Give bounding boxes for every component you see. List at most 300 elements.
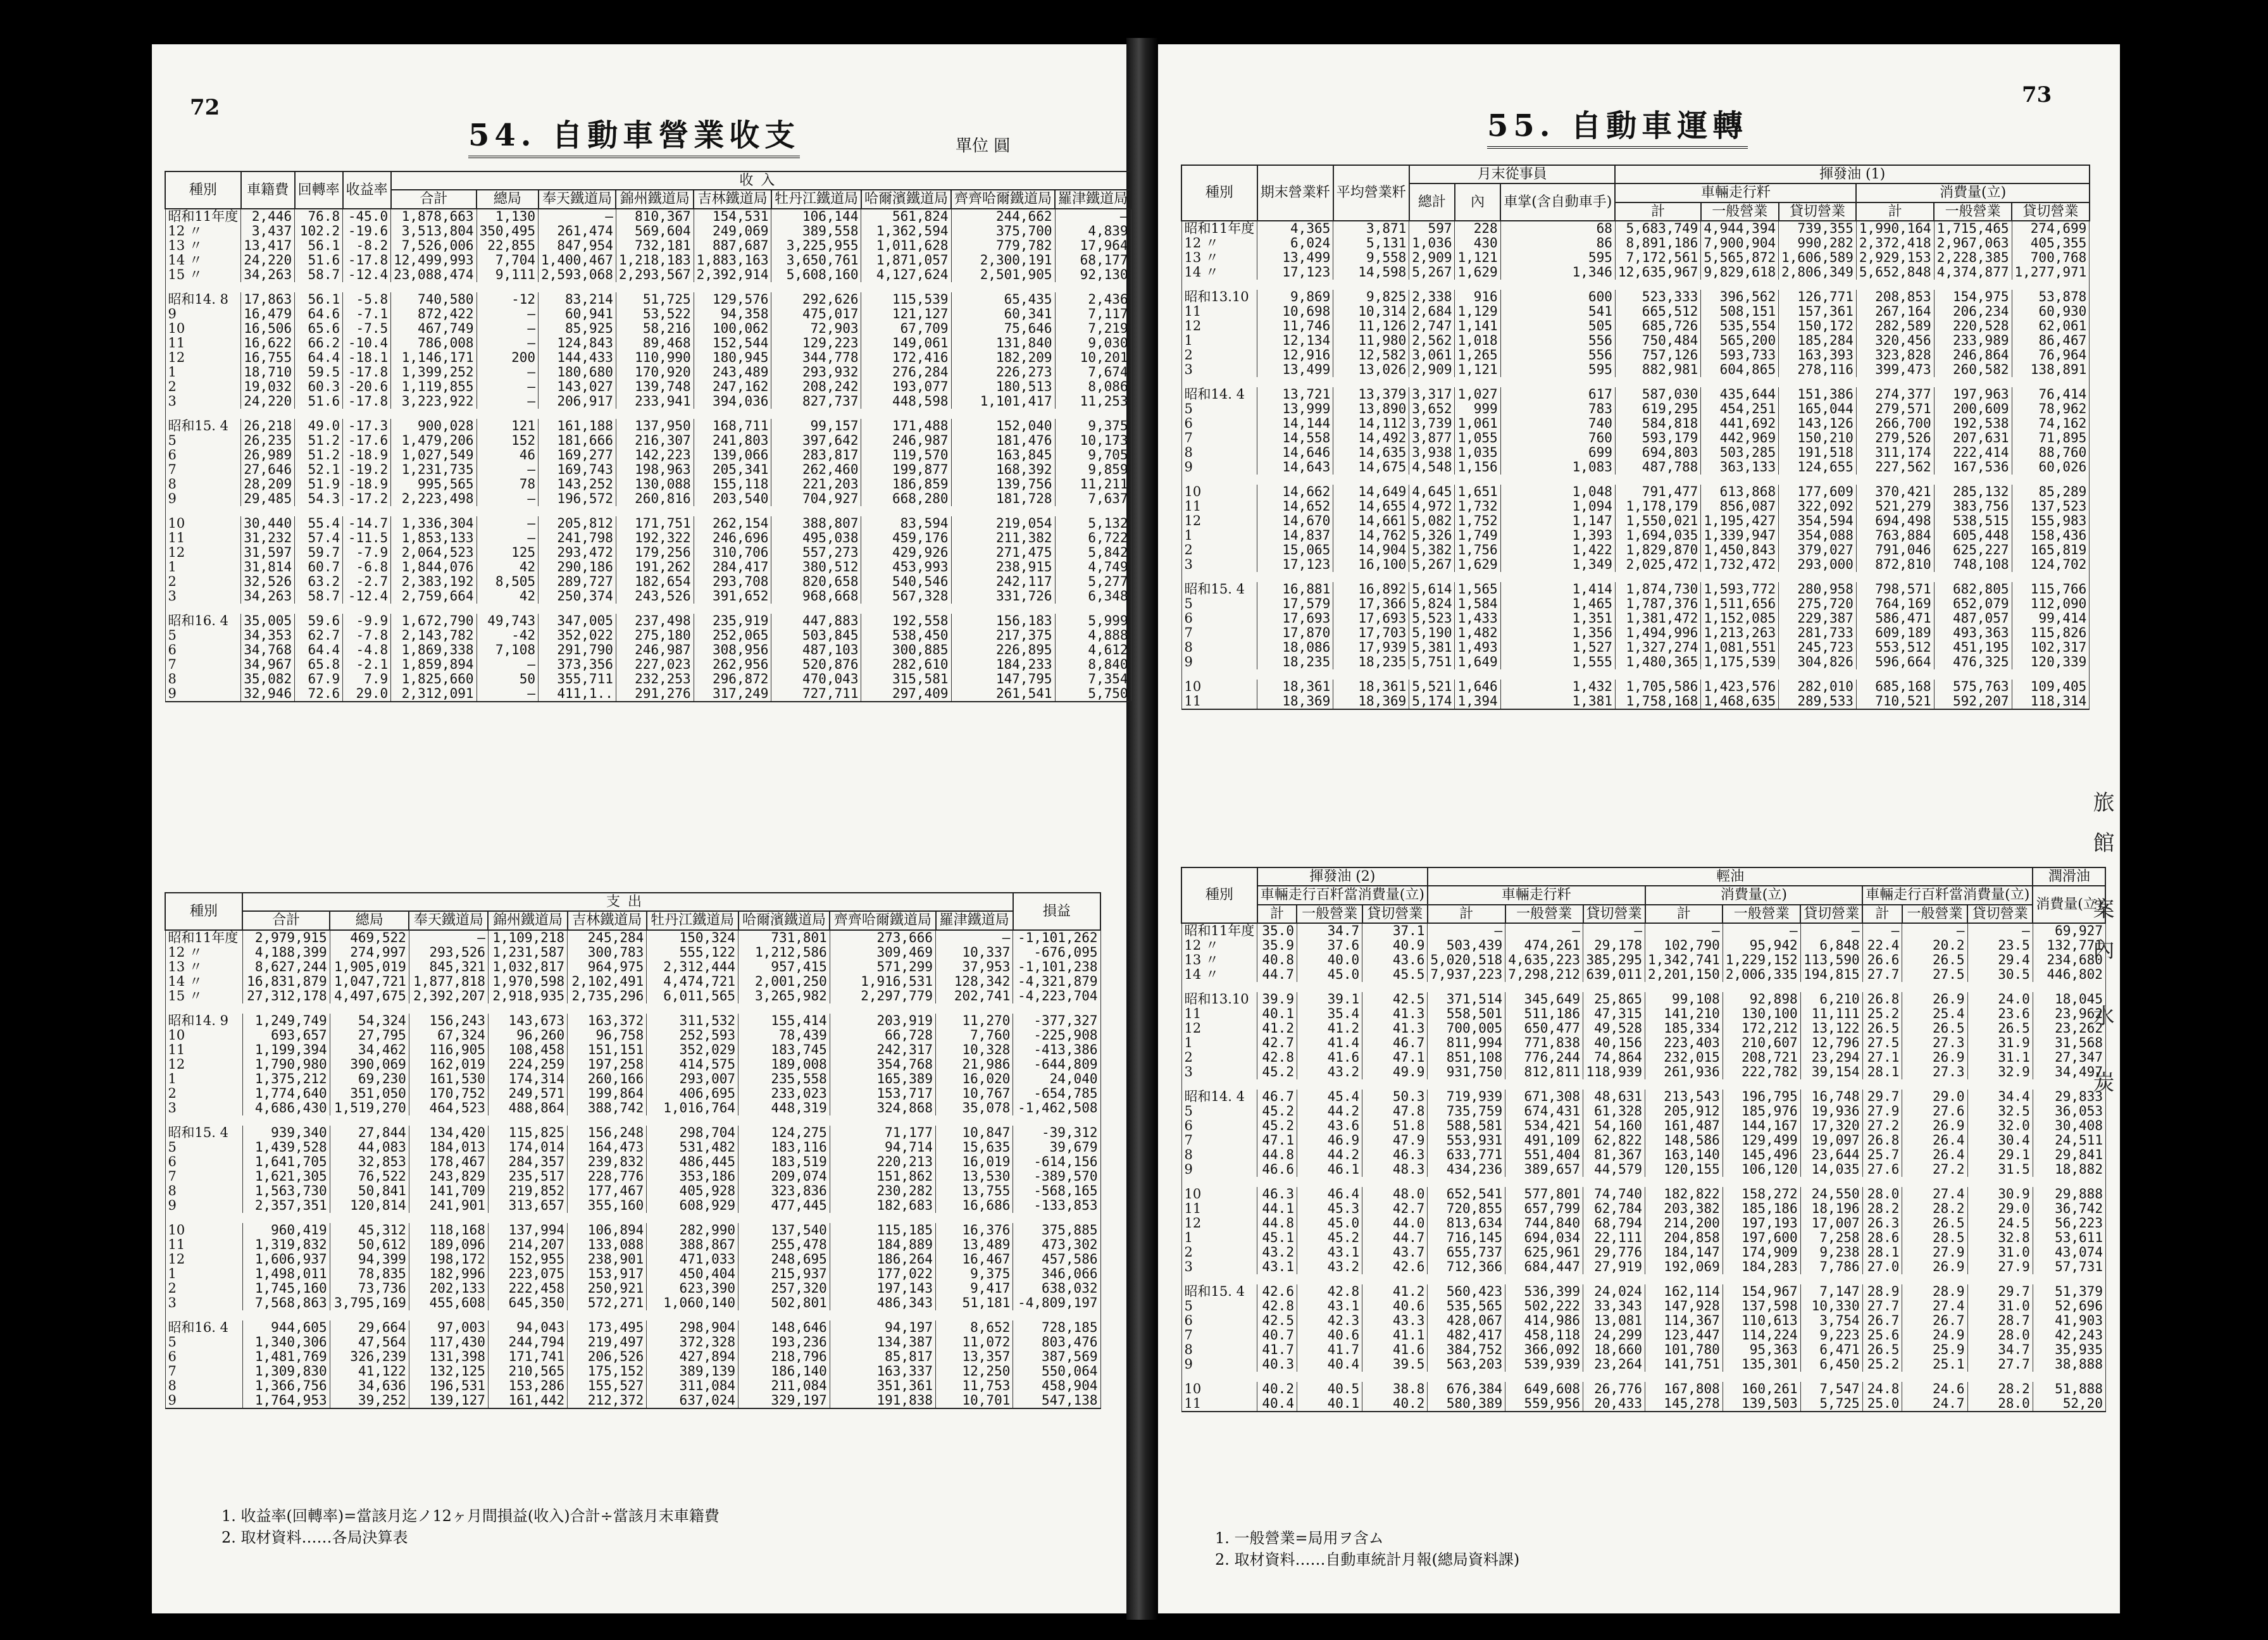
table-cell: 5,190 [1409,626,1455,640]
table-cell: 14,662 [1257,485,1333,499]
expense-table [165,892,1101,1409]
table-row [165,1140,1100,1155]
table-cell: 25.2 [1862,1007,1902,1021]
table-cell: 2,918,935 [488,989,567,1003]
table-row [165,1335,1100,1350]
table-cell: 26,776 [1583,1382,1645,1396]
table-cell: 203,382 [1645,1202,1723,1216]
table-cell: 633,771 [1428,1148,1505,1162]
table-cell: 48.3 [1362,1162,1428,1177]
table-cell: 684,447 [1505,1260,1583,1274]
table-cell: 6,848 [1800,938,1862,953]
table-cell: 29.7 [1862,1090,1902,1104]
col-header: 一般營業 [1723,905,1800,923]
row-label: 12 [1181,1021,1257,1036]
table-cell: 41.2 [1257,1021,1297,1036]
table-cell: 28.5 [1902,1231,1967,1245]
table-cell: 41.2 [1362,1284,1428,1299]
table-cell: 9,030 [1055,336,1131,351]
table-cell: 308,956 [694,643,771,657]
table-cell: 619,295 [1615,402,1700,416]
table-cell: 124,655 [1779,460,1857,475]
table-cell: 1,829,870 [1615,543,1700,557]
table-cell: 502,222 [1505,1299,1583,1314]
table-row [1181,1021,2105,1036]
table-cell: 1,011,628 [861,239,951,253]
table-cell: 1,327,274 [1615,640,1700,655]
table-cell: 147,928 [1645,1299,1723,1314]
table-cell: 414,575 [647,1057,738,1072]
table-cell: 191,838 [830,1393,935,1408]
row-label: 14 〃 [165,974,242,989]
col-header: 計 [1862,905,1902,923]
table-cell: 3,061 [1409,348,1455,363]
table-cell: 62,784 [1583,1202,1645,1216]
table-cell: 931,750 [1428,1065,1505,1079]
table-cell: 352,029 [647,1043,738,1057]
table-cell: 40.6 [1297,1328,1362,1343]
table-cell: 694,034 [1505,1231,1583,1245]
row-label: 7 [1181,1328,1257,1343]
table-cell: -676,095 [1013,945,1100,960]
table-cell: 459,176 [861,531,951,545]
table-row [165,545,1131,560]
table-cell: 145,496 [1723,1148,1800,1162]
table-cell: 289,533 [1779,694,1857,709]
table-cell: 1,877,818 [409,974,488,989]
table-cell: 291,790 [539,643,616,657]
table-cell: 14,649 [1333,485,1409,499]
col-header: 期末營業粁 [1257,165,1333,221]
table-cell: 34,967 [241,657,295,672]
table-cell: 447,883 [771,614,861,628]
table-cell: — [477,380,539,394]
table-cell: 24.6 [1902,1382,1967,1396]
table-cell: 5,132 [1055,516,1131,531]
table-cell: 40.1 [1297,1396,1362,1412]
table-cell: 233,989 [1934,333,2012,348]
table-cell: 18,086 [1257,640,1333,655]
row-label: 6 [165,1350,242,1364]
table-cell: 9,859 [1055,463,1131,477]
table-cell: 39.1 [1297,992,1362,1007]
table-cell: 237,498 [616,614,694,628]
row-label: 3 [1181,1065,1257,1079]
table-row [1181,1328,2105,1343]
table-cell: 813,634 [1428,1216,1505,1231]
row-label: 10 [165,321,241,336]
table-cell: 1,423,576 [1701,680,1779,694]
table-row [165,643,1131,657]
table-cell: 45.2 [1257,1065,1297,1079]
table-cell: -225,908 [1013,1028,1100,1043]
table-cell: 199,877 [861,463,951,477]
table-cell: 397,642 [771,433,861,448]
table-row [165,1072,1100,1086]
row-gap [1181,669,2090,680]
table-cell: 198,172 [409,1252,488,1267]
table-cell: 47.1 [1362,1050,1428,1065]
row-label: 昭和14. 9 [165,1014,242,1028]
table-cell: 19,032 [241,380,295,394]
table-cell: 7,219 [1055,321,1131,336]
table-cell: 351,050 [330,1086,409,1101]
table-cell: 9,238 [1800,1245,1862,1260]
table-cell: 205,812 [539,516,616,531]
table-cell: 1,745,160 [242,1281,330,1296]
table-cell: 102,790 [1645,938,1723,953]
table-cell: 293,708 [694,575,771,589]
table-cell: 197,193 [1723,1216,1800,1231]
table-cell: 49,743 [477,614,539,628]
table-cell: 27.9 [1862,1104,1902,1119]
table-cell: 1,752 [1455,514,1500,528]
table-cell: 298,704 [647,1126,738,1140]
table-cell: 1,990,164 [1856,221,1934,236]
section-title: 支出 [242,893,1013,911]
row-gap [1181,377,2090,387]
table-cell: -6.8 [343,560,391,575]
table-cell: -17.2 [343,492,391,506]
table-cell: 67,324 [409,1028,488,1043]
table-cell: 27.7 [1862,967,1902,982]
table-row [1181,416,2090,431]
table-cell: 385,295 [1583,953,1645,967]
table-cell: 1,400,467 [539,253,616,268]
table-cell: 92,898 [1723,992,1800,1007]
table-cell: 2,201,150 [1645,967,1723,982]
table-cell: 757,126 [1615,348,1700,363]
table-cell: 1,563,730 [242,1184,330,1198]
table-cell: 1,152,085 [1701,611,1779,626]
footnote: 2. 取材資料……各局決算表 [221,1528,408,1546]
table-cell: 1,606,589 [1779,251,1857,265]
table-cell: 1,249,749 [242,1014,330,1028]
table-cell: 2,293,567 [616,268,694,282]
table-cell: 4,645 [1409,485,1455,499]
table-cell: 719,939 [1428,1090,1505,1104]
table-cell: 162,114 [1645,1284,1723,1299]
table-cell: 323,836 [738,1184,830,1198]
table-cell: 27.2 [1902,1162,1967,1177]
table-cell: -17.8 [343,253,391,268]
table-cell: 2,006,335 [1723,967,1800,982]
col-header: 吉林鐵道局 [694,190,771,208]
table-cell: 1,393 [1500,528,1615,543]
row-label: 昭和15. 4 [165,1126,242,1140]
table-cell: 6,450 [1800,1357,1862,1372]
table-cell: 36,053 [2033,1104,2105,1119]
table-row [165,253,1131,268]
row-label: 昭和14. 8 [165,292,241,307]
table-cell: — [477,516,539,531]
table-cell: 174,014 [488,1140,567,1155]
table-cell: 1,481,769 [242,1350,330,1364]
table-cell: 45,312 [330,1223,409,1238]
group-header: 潤滑油 [2033,867,2105,886]
table-cell: 46.1 [1297,1162,1362,1177]
table-cell: 42.7 [1257,1036,1297,1050]
row-label: 11 [1181,499,1257,514]
table-cell: 18,369 [1257,694,1333,709]
row-label: 9 [165,1198,242,1213]
row-label: 12 〃 [1181,236,1257,251]
table-row [1181,1260,2105,1274]
table-cell: 19,936 [1800,1104,1862,1119]
table-cell: -4.8 [343,643,391,657]
table-cell: 59.7 [295,545,343,560]
table-cell: 284,417 [694,560,771,575]
table-cell: 243,829 [409,1169,488,1184]
table-cell: 13,026 [1333,363,1409,377]
table-cell: 580,389 [1428,1396,1505,1412]
row-label: 1 [165,365,241,380]
table-cell: 202,741 [936,989,1013,1003]
table-cell: 184,889 [830,1238,935,1252]
table-cell: 1,480,365 [1615,655,1700,669]
table-cell: 639,011 [1583,967,1645,982]
row-label: 6 [1181,611,1257,626]
table-cell: 29.0 [1967,1202,2033,1216]
table-cell: 42.8 [1257,1050,1297,1065]
row-label: 15 〃 [165,989,242,1003]
row-label: 昭和11年度 [1181,923,1257,938]
table-cell: 694,498 [1856,514,1934,528]
table-cell: 20,433 [1583,1396,1645,1412]
table-cell: 16,748 [1800,1090,1862,1104]
table-cell: 208,242 [771,380,861,394]
table-cell: 99,414 [2012,611,2090,626]
table-cell: 121,127 [861,307,951,321]
table-cell: 64.4 [295,351,343,365]
table-cell: 11,980 [1333,333,1409,348]
table-cell: 10,173 [1055,433,1131,448]
table-cell: 744,840 [1505,1216,1583,1231]
table-cell: 72,903 [771,321,861,336]
table-cell: 2,338 [1409,290,1455,304]
table-cell: 5,382 [1409,543,1455,557]
table-row [1181,265,2090,280]
row-label: 11 [1181,694,1257,709]
table-cell: 939,340 [242,1126,330,1140]
table-cell: 86 [1500,236,1615,251]
table-row [1181,582,2090,597]
table-cell: 511,186 [1505,1007,1583,1021]
table-cell: 26.5 [1902,1216,1967,1231]
table-cell: 354,768 [830,1057,935,1072]
col-header: 計 [1428,905,1505,923]
table-cell: 267,164 [1856,304,1934,319]
table-cell: 43.2 [1297,1065,1362,1079]
table-cell: 798,571 [1856,582,1934,597]
table-cell: 323,828 [1856,348,1934,363]
table-cell: 81,367 [1583,1148,1645,1162]
table-cell: 471,033 [647,1252,738,1267]
table-cell: 732,181 [616,239,694,253]
table-cell: 155,414 [738,1014,830,1028]
row-label: 9 [1181,1162,1257,1177]
table-row [1181,1382,2105,1396]
table-cell: 346,066 [1013,1267,1100,1281]
table-cell: 17,939 [1333,640,1409,655]
col-header: 一般營業 [1505,905,1583,923]
gap-cell [1181,1177,2105,1187]
table-cell: -17.3 [343,419,391,433]
table-cell: 872,422 [391,307,477,321]
table-cell: 3,317 [1409,387,1455,402]
table-cell: -12 [477,292,539,307]
table-cell: 248,695 [738,1252,830,1267]
table-row [1181,1036,2105,1050]
sub-header: 消費量(立) [1856,183,2089,202]
table-cell: 625,227 [1934,543,2012,557]
unit-label: 單位 圓 [956,137,1011,156]
table-cell: 25,865 [1583,992,1645,1007]
table-cell: 41,903 [2033,1314,2105,1328]
table-cell: 503,439 [1428,938,1505,953]
table-cell: 13,499 [1257,251,1333,265]
table-cell: 1,705,586 [1615,680,1700,694]
table-cell: 18,361 [1333,680,1409,694]
table-cell: 116,905 [409,1043,488,1057]
table-cell: 26.5 [1902,1021,1967,1036]
table-cell: 608,929 [647,1198,738,1213]
row-gap [165,604,1131,614]
row-gap [165,1213,1100,1223]
table-cell: 191,518 [1779,445,1857,460]
table-cell: 534,421 [1505,1119,1583,1133]
table-cell: 856,087 [1701,499,1779,514]
table-cell: 129,576 [694,292,771,307]
table-cell: 495,038 [771,531,861,545]
table-cell: 3,650,761 [771,253,861,268]
table-row [1181,923,2105,938]
table-cell: 60,341 [951,307,1055,321]
table-cell: 13,530 [936,1169,1013,1184]
table-cell: 222,414 [1934,445,2012,460]
table-cell: 623,390 [647,1281,738,1296]
table-row [1181,1133,2105,1148]
table-cell: 304,826 [1779,655,1857,669]
table-cell: 66.2 [295,336,343,351]
table-cell: 274,699 [2012,221,2090,236]
table-row [1181,1284,2105,1299]
table-cell: 14,598 [1333,265,1409,280]
table-cell: 4,944,394 [1701,221,1779,236]
col-header: 總計 [1409,183,1455,221]
table-cell: 731,801 [738,930,830,945]
table-cell: 24,550 [1800,1187,1862,1202]
table-cell: 22,111 [1583,1231,1645,1245]
table-cell: -4,321,879 [1013,974,1100,989]
table-cell: 189,008 [738,1057,830,1072]
table-cell: 4,749 [1055,560,1131,575]
row-label: 5 [1181,1104,1257,1119]
table-cell: — [1967,923,2033,938]
table-cell: 9,705 [1055,448,1131,463]
table-cell: 37,953 [936,960,1013,974]
table-cell: 32.9 [1967,1065,2033,1079]
table-row [165,1320,1100,1335]
table-cell: 366,092 [1505,1343,1583,1357]
table-cell: 5,131 [1333,236,1409,251]
table-cell: 142,223 [616,448,694,463]
table-cell: 17,579 [1257,597,1333,611]
row-label: 2 [165,1086,242,1101]
col-header: 牡丹江鐵道局 [647,911,738,929]
table-cell: 85,817 [830,1350,935,1364]
table-cell: 2,806,349 [1779,265,1857,280]
table-cell: 558,501 [1428,1007,1505,1021]
table-cell: 728,185 [1013,1320,1100,1335]
row-label: 8 [1181,1343,1257,1357]
col-header: 一般營業 [1934,202,2012,221]
table-cell: 115,185 [830,1223,935,1238]
table-cell: 448,598 [861,394,951,409]
table-cell: 99,157 [771,419,861,433]
table-cell: 16,831,879 [242,974,330,989]
table-cell: 139,756 [951,477,1055,492]
table-cell: 446,802 [2033,967,2105,982]
table-cell: 53,878 [2012,290,2090,304]
table-cell: 763,884 [1856,528,1934,543]
table-cell: 41,122 [330,1364,409,1379]
table-cell: 26.7 [1862,1314,1902,1328]
table-cell: — [1583,923,1645,938]
table-cell: -2.1 [343,657,391,672]
footnotes [1215,1528,1519,1570]
table-cell: 1,715,465 [1934,221,2012,236]
table-cell: 44.8 [1257,1216,1297,1231]
table-cell: 14,670 [1257,514,1333,528]
table-cell: 26,235 [241,433,295,448]
table-cell: 165,044 [1779,402,1857,416]
row-label: 10 [165,516,241,531]
group-header: 揮發油 (2) [1257,867,1428,886]
table-cell: — [1902,923,1967,938]
table-cell: 227,562 [1856,460,1934,475]
table-cell: 26.6 [1862,953,1902,967]
table-row [165,492,1131,506]
table-cell: 150,172 [1779,319,1857,333]
table-cell: 22,855 [477,239,539,253]
row-label: 9 [165,1393,242,1408]
table-cell: 17,123 [1257,557,1333,572]
row-label: 10 [1181,1382,1257,1396]
row-label: 8 [1181,1148,1257,1162]
table-cell: 157,361 [1779,304,1857,319]
table-cell: 2,312,091 [391,686,477,702]
table-cell: 180,945 [694,351,771,365]
table-row [165,1364,1100,1379]
table-cell: 300,885 [861,643,951,657]
col-header: 收益率 [343,171,391,209]
table-cell: 1,859,894 [391,657,477,672]
table-cell: 238,901 [568,1252,647,1267]
row-label: 5 [165,628,241,643]
table-cell: 5,277 [1055,575,1131,589]
table-cell: 29.0 [1902,1090,1967,1104]
table-cell: 5,565,872 [1701,251,1779,265]
table-cell: 276,284 [861,365,951,380]
table-cell: 1,482 [1455,626,1500,640]
table-cell: 141,709 [409,1184,488,1198]
row-label: 12 〃 [165,945,242,960]
table-cell: 27.6 [1902,1104,1967,1119]
table-cell: 172,416 [861,351,951,365]
table-cell: 450,404 [647,1267,738,1281]
table-cell: 31,232 [241,531,295,545]
